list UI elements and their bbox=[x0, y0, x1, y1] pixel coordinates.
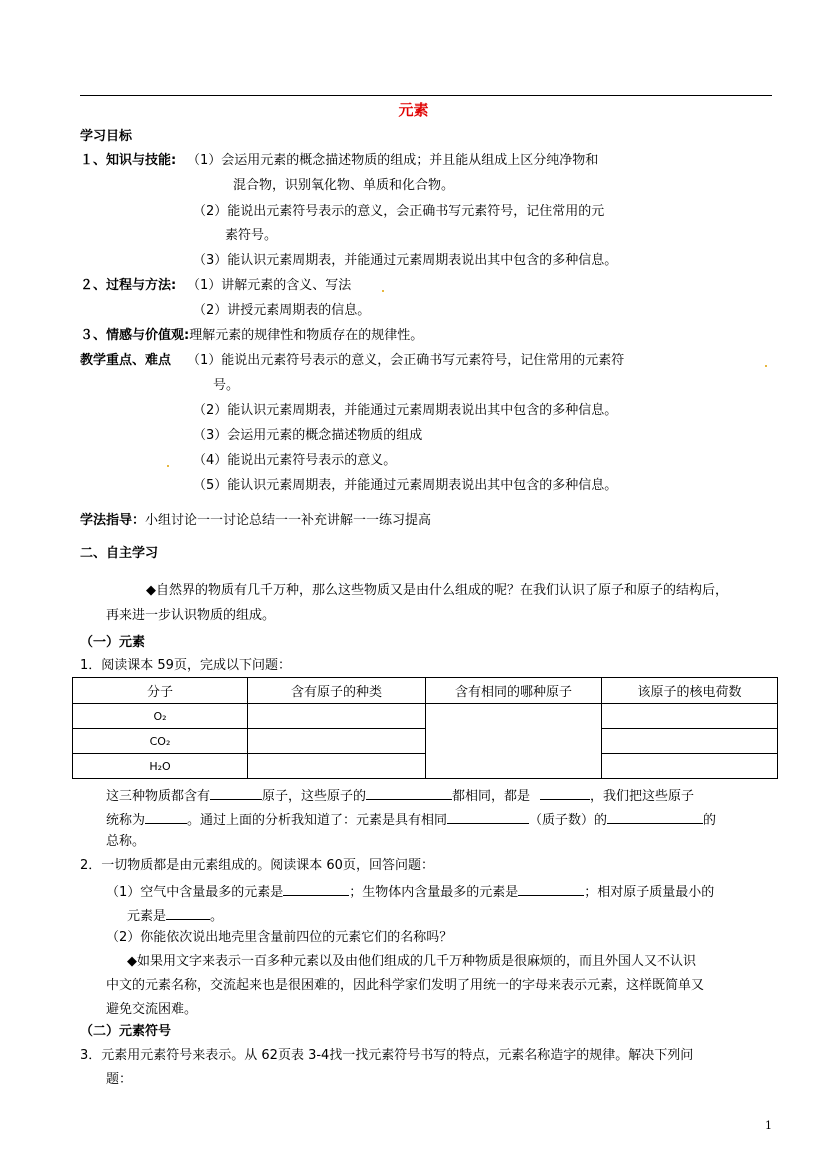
process-item-2: （2）讲授元素周期表的信息。 bbox=[193, 303, 371, 318]
method-line bbox=[80, 512, 431, 530]
ink-dot bbox=[167, 465, 169, 467]
molecule-cell: CO₂ bbox=[73, 729, 248, 754]
knowledge-item-2-cont: 素符号。 bbox=[225, 228, 278, 243]
table-header-cell: 分子 bbox=[73, 678, 248, 704]
intro-line-1: ◆自然界的物质有几千万种，那么这些物质又是由什么组成的呢？在我们认识了原子和原子的结构后， bbox=[146, 583, 728, 598]
table-cell bbox=[602, 729, 778, 754]
para1-text: 的 bbox=[703, 813, 717, 828]
keypoint-2: （2）能认识元素周期表，并能通过元素周期表说出其中包含的多种信息。 bbox=[193, 403, 618, 418]
subsection-heading: （一）元素 bbox=[80, 635, 146, 650]
keypoint-4: （4）能说出元素符号表示的意义。 bbox=[193, 453, 397, 468]
header-rule bbox=[80, 95, 772, 96]
q2-text: ；相对原子质量最小的 bbox=[584, 885, 715, 900]
method-text: 小组讨论一一讨论总结一一补充讲解一一练习提高 bbox=[145, 513, 432, 528]
molecule-cell: H₂O bbox=[73, 754, 248, 779]
fill-blank[interactable] bbox=[283, 881, 349, 896]
process-item-1: （1）讲解元素的含义、写法 bbox=[187, 278, 352, 293]
question-2-1-cont bbox=[127, 905, 223, 926]
method-label: 学法指导： bbox=[80, 513, 146, 528]
para1-line-3: 总称。 bbox=[106, 834, 146, 849]
table-cell bbox=[426, 704, 602, 779]
table-header-cell: 含有相同的哪种原子 bbox=[426, 678, 602, 704]
table-header-cell: 该原子的核电荷数 bbox=[602, 678, 778, 704]
keypoint-5: （5）能认识元素周期表，并能通过元素周期表说出其中包含的多种信息。 bbox=[193, 478, 618, 493]
question-1: 1．阅读课本 59页，完成以下问题： bbox=[80, 658, 291, 673]
table-row bbox=[73, 704, 778, 729]
keypoint-3: （3）会运用元素的概念描述物质的组成 bbox=[193, 428, 423, 443]
knowledge-label: １、知识与技能: bbox=[80, 153, 177, 168]
fill-blank[interactable] bbox=[366, 785, 452, 800]
knowledge-item-1-cont: 混合物，识别氧化物、单质和化合物。 bbox=[233, 178, 455, 193]
q2-text: 。 bbox=[210, 909, 224, 924]
question-2-1 bbox=[106, 881, 714, 902]
fill-blank[interactable] bbox=[607, 809, 703, 824]
ink-dot bbox=[382, 290, 384, 292]
subsection-heading: （二）元素符号 bbox=[80, 1024, 172, 1039]
intro-line-2: 再来进一步认识物质的组成。 bbox=[106, 608, 276, 623]
table-cell bbox=[602, 754, 778, 779]
keypoint-1: （1）能说出元素符号表示的意义，会正确书写元素符号，记住常用的元素符 bbox=[187, 353, 625, 368]
para1-text: 都相同，都是 bbox=[452, 789, 531, 804]
table-row bbox=[73, 729, 778, 754]
question-2: 2．一切物质都是由元素组成的。阅读课本 60页，回答问题： bbox=[80, 858, 434, 873]
keypoint-1-cont: 号。 bbox=[213, 378, 240, 393]
element-table bbox=[72, 677, 778, 779]
objectives-heading: 学习目标 bbox=[80, 129, 133, 144]
fill-blank[interactable] bbox=[540, 785, 590, 800]
process-label: ２、过程与方法: bbox=[80, 278, 177, 293]
question-2-2: （2）你能依次说出地壳里含量前四位的元素它们的名称吗？ bbox=[106, 930, 453, 945]
q2-text: （1）空气中含量最多的元素是 bbox=[106, 885, 284, 900]
para2-line-1: ◆如果用文字来表示一百多种元素以及由他们组成的几千万种物质是很麻烦的，而且外国人又不认识 bbox=[127, 954, 696, 969]
para1-text: （质子数）的 bbox=[529, 813, 608, 828]
para2-line-3: 避免交流困难。 bbox=[106, 1002, 198, 1017]
table-header-row bbox=[73, 678, 778, 704]
fill-blank[interactable] bbox=[210, 785, 262, 800]
q2-text: 元素是 bbox=[127, 909, 167, 924]
para1-line-1 bbox=[106, 785, 694, 806]
emotion-text: 理解元素的规律性和物质存在的规律性。 bbox=[189, 328, 424, 343]
page-number: 1 bbox=[765, 1119, 772, 1132]
table-cell bbox=[248, 704, 426, 729]
emotion-line bbox=[80, 327, 423, 345]
emotion-label: ３、情感与价值观: bbox=[80, 328, 190, 343]
table-cell bbox=[248, 729, 426, 754]
section-heading: 二、自主学习 bbox=[80, 546, 159, 561]
q2-text: ；生物体内含量最多的元素是 bbox=[349, 885, 519, 900]
table-header-cell: 含有原子的种类 bbox=[248, 678, 426, 704]
knowledge-item-2: （2）能说出元素符号表示的意义，会正确书写元素符号，记住常用的元 bbox=[193, 204, 605, 219]
knowledge-item-3: （3）能认识元素周期表，并能通过元素周期表说出其中包含的多种信息。 bbox=[193, 253, 618, 268]
table-cell bbox=[248, 754, 426, 779]
fill-blank[interactable] bbox=[447, 809, 529, 824]
question-3: 3．元素用元素符号来表示。从 62页表 3-4找一找元素符号书写的特点，元素名称造字的规律。解决下列问 bbox=[80, 1048, 694, 1063]
table-row bbox=[73, 754, 778, 779]
para1-text: 原子，这些原子的 bbox=[262, 789, 367, 804]
question-3-cont: 题： bbox=[106, 1072, 133, 1087]
table-cell bbox=[602, 704, 778, 729]
para2-line-2: 中文的元素名称，交流起来也是很困难的，因此科学家们发明了用统一的字母来表示元素，这样既简单又 bbox=[106, 978, 705, 993]
page-title: 元素 bbox=[398, 101, 429, 119]
para1-line-2 bbox=[106, 809, 716, 830]
ink-dot bbox=[765, 365, 767, 367]
fill-blank[interactable] bbox=[518, 881, 584, 896]
fill-blank[interactable] bbox=[145, 809, 187, 824]
para1-text: 这三种物质都含有 bbox=[106, 789, 211, 804]
para1-text: ，我们把这些原子 bbox=[590, 789, 695, 804]
para1-text: 统称为 bbox=[106, 813, 146, 828]
keypoints-label: 教学重点、难点 bbox=[80, 353, 172, 368]
fill-blank[interactable] bbox=[166, 905, 210, 920]
knowledge-item-1: （1）会运用元素的概念描述物质的组成；并且能从组成上区分纯净物和 bbox=[187, 153, 599, 168]
para1-text: 。通过上面的分析我知道了：元素是具有相同 bbox=[187, 813, 448, 828]
molecule-cell: O₂ bbox=[73, 704, 248, 729]
